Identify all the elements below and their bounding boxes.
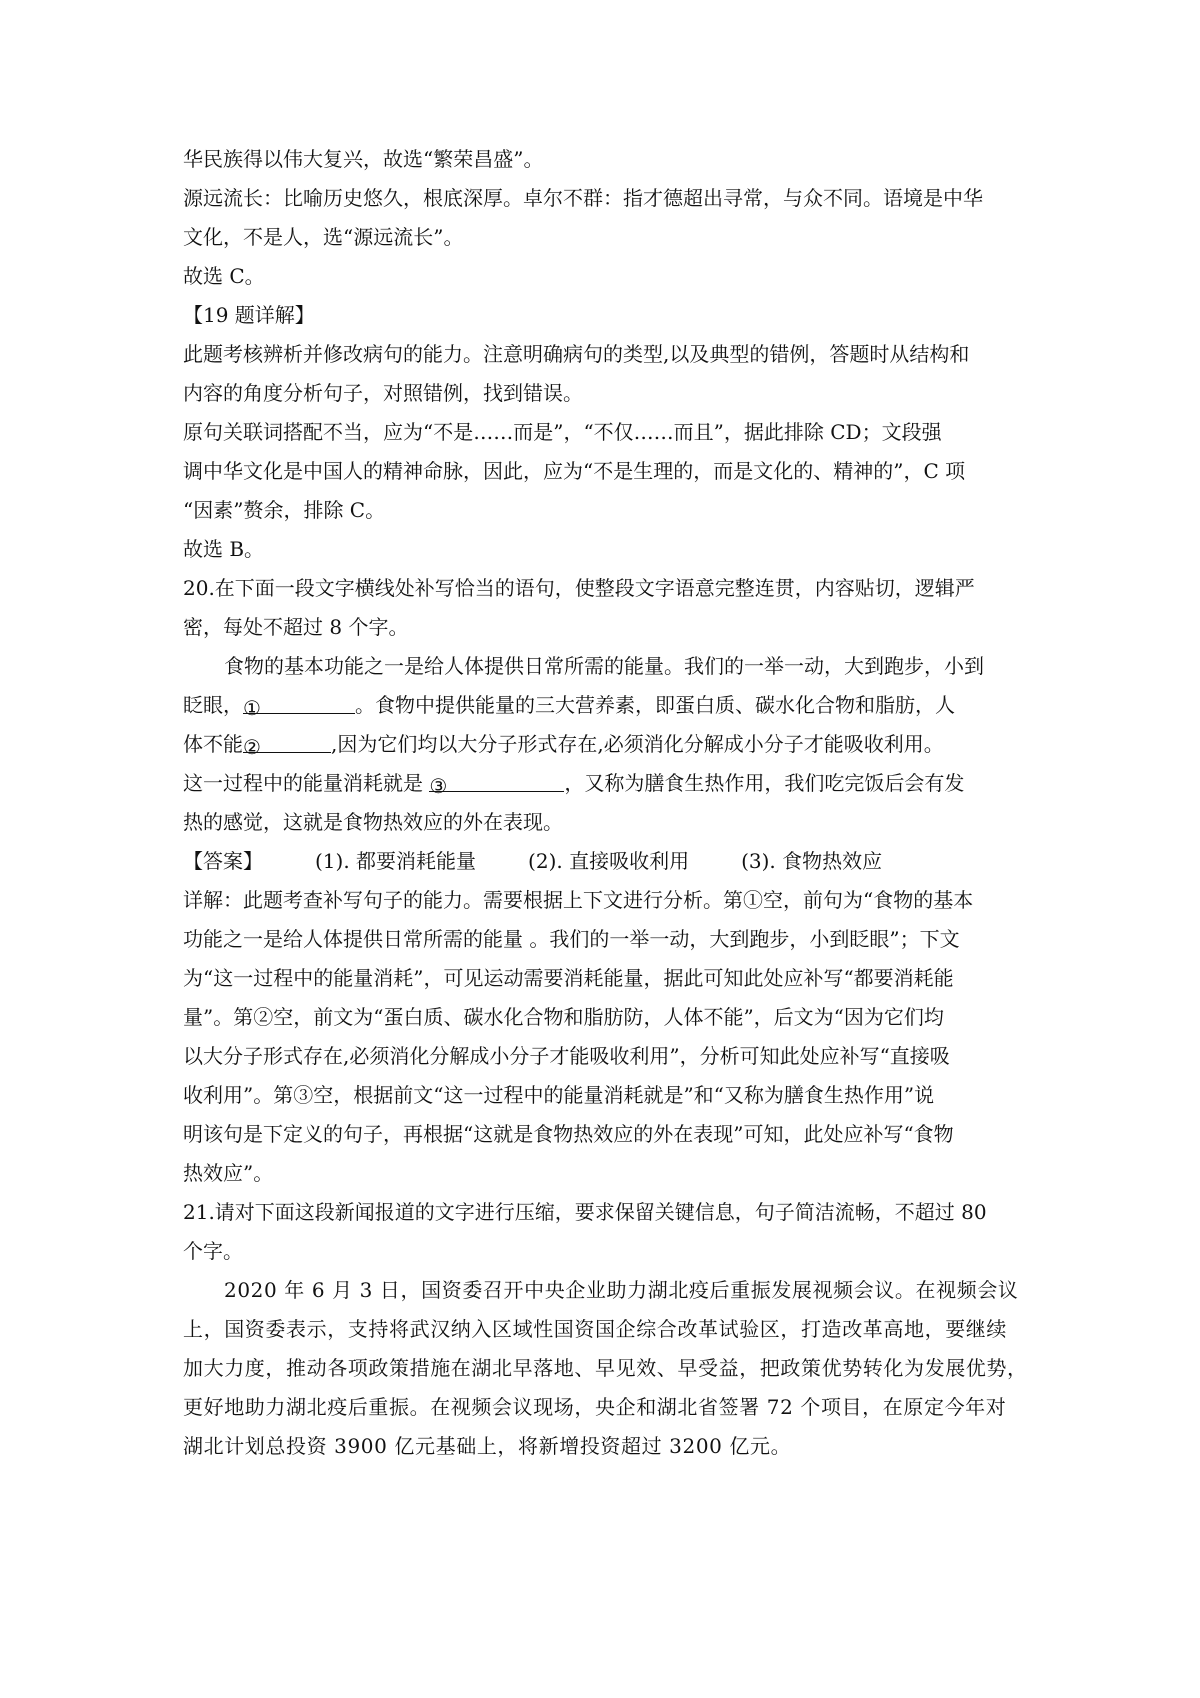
q20-passage-line xyxy=(183,764,1025,803)
blank-3 xyxy=(429,767,564,798)
q20-passage-line xyxy=(183,686,1025,725)
q20-passage-text: 。食物中提供能量的三大营养素，即蛋白质、碳水化合物和脂肪，人 xyxy=(355,693,955,717)
q19-text-line: 原句关联词搭配不当，应为“不是……而是”，“不仅……而且”，据此排除 CD；文段强 xyxy=(183,420,942,444)
q20-passage-text: 这一过程中的能量消耗就是 xyxy=(183,771,430,795)
answer-1: (1). 都要消耗能量 xyxy=(315,849,477,873)
q19-answer-line: 故选 B。 xyxy=(183,537,265,561)
q21-news-line: 上，国资委表示，支持将武汉纳入区域性国资国企综合改革试验区，打造改革高地，要继续 xyxy=(183,1317,1007,1341)
q20-detail-line: 为“这一过程中的能量消耗”，可见运动需要消耗能量，据此可知此处应补写“都要消耗能 xyxy=(183,966,954,990)
q20-passage-line: 热的感觉，这就是食物热效应的外在表现。 xyxy=(183,810,563,834)
q19-heading: 【19 题详解】 xyxy=(183,303,315,327)
q20-detail-line: 收利用”。第③空，根据前文“这一过程中的能量消耗就是”和“又称为膳食生热作用”说 xyxy=(183,1083,935,1107)
q20-passage-line xyxy=(183,725,1025,764)
q20-stem-line: 20.在下面一段文字横线处补写恰当的语句，使整段文字语意完整连贯，内容贴切，逻辑严 xyxy=(183,576,975,600)
document-page xyxy=(183,140,1028,1466)
q20-detail-line: 热效应”。 xyxy=(183,1161,274,1185)
q21-news-passage xyxy=(183,1271,1028,1466)
q21-news-line: 更好地助力湖北疫后重振。在视频会议现场，央企和湖北省签署 72 个项目，在原定今年对 xyxy=(183,1395,1007,1419)
answer-label: 【答案】 xyxy=(183,849,263,873)
q20-passage-text: 眨眼， xyxy=(183,693,243,717)
answer-2: (2). 直接吸收利用 xyxy=(528,849,690,873)
answer-3: (3). 食物热效应 xyxy=(741,849,883,873)
q21-news-line: 湖北计划总投资 3900 亿元基础上，将新增投资超过 3200 亿元。 xyxy=(183,1434,792,1458)
q18-text-line: 文化，不是人，选“源远流长”。 xyxy=(183,225,464,249)
q20-passage-text: ,因为它们均以大分子形式存在,必须消化分解成小分子才能吸收利用。 xyxy=(331,732,944,756)
q20-detail-line: 功能之一是给人体提供日常所需的能量 。我们的一举一动，大到跑步，小到眨眼”；下文 xyxy=(183,927,960,951)
q18-answer-line: 故选 C。 xyxy=(183,264,265,288)
blank-2 xyxy=(243,728,331,759)
q20-detail-line: 以大分子形式存在,必须消化分解成小分子才能吸收利用”，分析可知此处应补写“直接吸 xyxy=(183,1044,950,1068)
q20-passage-text: ，又称为膳食生热作用，我们吃完饭后会有发 xyxy=(564,771,965,795)
q20-detail-line: 量”。第②空，前文为“蛋白质、碳水化合物和脂肪防，人体不能”，后文为“因为它们均 xyxy=(183,1005,944,1029)
q19-text-line: “因素”赘余，排除 C。 xyxy=(183,498,386,522)
q20-answer-line xyxy=(183,842,1025,881)
q21-news-line: 2020 年 6 月 3 日，国资委召开中央企业助力湖北疫后重振发展视频会议。在视频会议 xyxy=(224,1278,1019,1302)
q19-text-line: 此题考核辨析并修改病句的能力。注意明确病句的类型,以及典型的错例，答题时从结构和 xyxy=(183,342,970,366)
q20-detail-line: 明该句是下定义的句子，再根据“这就是食物热效应的外在表现”可知，此处应补写“食物 xyxy=(183,1122,954,1146)
blank-marker-3: ③ xyxy=(429,774,448,798)
q20-stem-line: 密，每处不超过 8 个字。 xyxy=(183,615,409,639)
q21-stem-line: 个字。 xyxy=(183,1239,243,1263)
q21-news-line: 加大力度，推动各项政策措施在湖北早落地、早见效、早受益，把政策优势转化为发展优势， xyxy=(183,1356,1028,1380)
blank-1 xyxy=(243,689,355,720)
q21-stem-line: 21.请对下面这段新闻报道的文字进行压缩，要求保留关键信息，句子简洁流畅，不超过 80 xyxy=(183,1200,987,1224)
q19-text-line: 内容的角度分析句子，对照错例，找到错误。 xyxy=(183,381,583,405)
q18-text-line: 源远流长：比喻历史悠久，根底深厚。卓尔不群：指才德超出寻常，与众不同。语境是中华 xyxy=(183,186,983,210)
q20-passage-line: 食物的基本功能之一是给人体提供日常所需的能量。我们的一举一动，大到跑步，小到 xyxy=(224,654,984,678)
q20-passage-text: 体不能 xyxy=(183,732,243,756)
q18-text-line: 华民族得以伟大复兴，故选“繁荣昌盛”。 xyxy=(183,147,544,171)
blank-marker-1: ① xyxy=(243,696,261,720)
q19-text-line: 调中华文化是中国人的精神命脉，因此，应为“不是生理的，而是文化的、精神的”，C 项 xyxy=(183,459,966,483)
blank-marker-2: ② xyxy=(243,735,261,759)
q20-detail-line: 详解：此题考查补写句子的能力。需要根据上下文进行分析。第①空，前句为“食物的基本 xyxy=(183,888,974,912)
